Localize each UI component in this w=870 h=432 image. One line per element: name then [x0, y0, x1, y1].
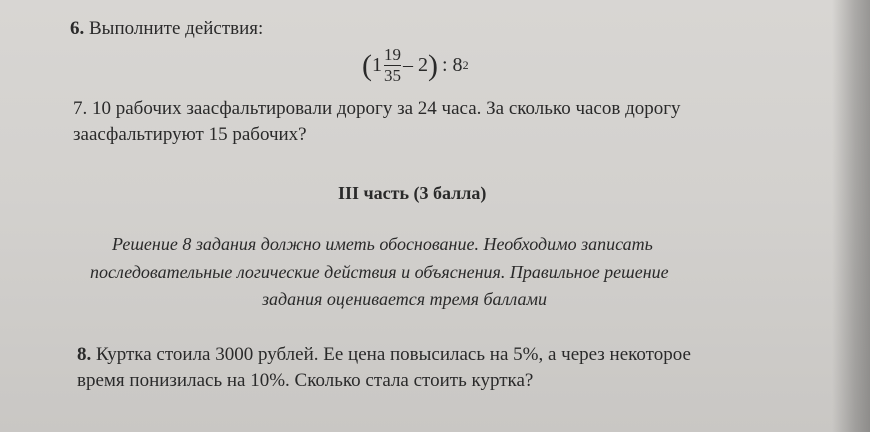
task-6-text: Выполните действия: [89, 18, 264, 39]
task-7-line-2: заасфальтируют 15 рабочих? [73, 124, 307, 145]
divide-term: : 8 [442, 54, 463, 77]
task-8-line-1 [77, 344, 691, 366]
minus-term: – 2 [403, 54, 428, 77]
fraction-numerator: 19 [384, 45, 401, 64]
exponent: 2 [462, 58, 469, 73]
page-shadow [832, 0, 870, 432]
note-line-3: задания оценивается тремя баллами [262, 289, 547, 309]
mixed-whole: 1 [372, 54, 382, 77]
part-3-title: III часть (3 балла) [338, 183, 487, 203]
task-6-number: 6. [70, 18, 85, 39]
note-line-1: Решение 8 задания должно иметь обоснование. Необходимо записать [112, 234, 653, 254]
task-6-heading [70, 18, 263, 40]
task-8-line-2: время понизилась на 10%. Сколько стала стоить куртка? [77, 370, 534, 391]
fraction-denominator: 35 [384, 65, 401, 85]
close-paren: ) [428, 48, 438, 82]
task-8-text-1: Куртка стоила 3000 рублей. Ее цена повысилась на 5%, а через некоторое [96, 344, 691, 365]
fraction [384, 46, 401, 85]
task-6-expression [362, 46, 469, 85]
task-7-line-1: 7. 10 рабочих заасфальтировали дорогу за 24 часа. За сколько часов дорогу [73, 98, 681, 119]
note-line-2: последовательные логические действия и объяснения. Правильное решение [90, 262, 669, 282]
task-8-number: 8. [77, 344, 92, 365]
open-paren: ( [362, 48, 372, 82]
